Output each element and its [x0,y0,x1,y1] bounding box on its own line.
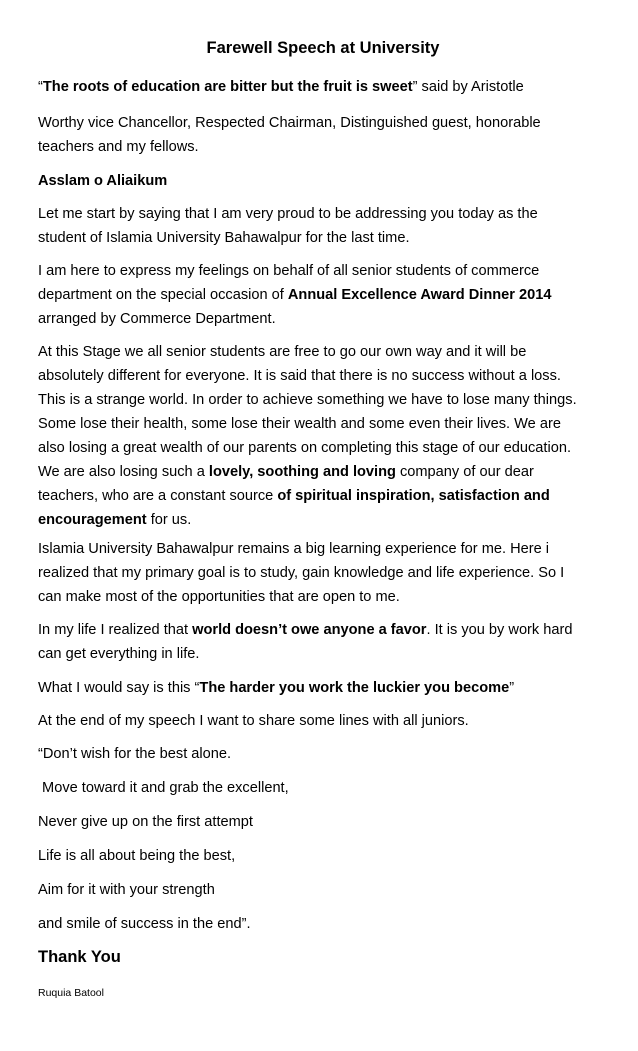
poem-line: Never give up on the first attempt [38,814,253,830]
paragraph-6: What I would say is this “The harder you work the luckier you become” [38,680,515,696]
paragraph-2: I am here to express my feelings on behalf of all senior students of commerce department on the special occasion of Annual Excellence Award Dinner 2014 arranged by Commerce Department. [38,263,552,327]
poem-line: Life is all about being the best, [38,848,236,864]
poem-line: and smile of success in the end”. [38,916,251,932]
greeting: Asslam o Aliaikum [38,173,168,189]
paragraph-3: At this Stage we all senior students are free to go our own way and it will be absolutely different for everyone. It is said that there is no success without a loss. This is a strange world. In order to achieve something we have to lose many things. Some lose their health, some lose their wealth and some even their lives. We are also losing a great wealth of our parents on completing this stage of our education. We are also losing such a lovely, soothing and loving company of our dear teachers, who are a constant source of spiritual inspiration, satisfaction and encouragement for us. [38,344,577,528]
closing-thanks: Thank You [38,948,121,966]
poem-line: Aim for it with your strength [38,882,215,898]
page-title: Farewell Speech at University [206,39,440,57]
quote-text: The roots of education are bitter but the fruit is sweet [42,79,413,95]
poem-line: Move toward it and grab the excellent, [38,780,289,796]
event-name: Annual Excellence Award Dinner 2014 [287,287,552,303]
paragraph-7: At the end of my speech I want to share some lines with all juniors. [38,713,469,729]
paragraph-5: In my life I realized that world doesn’t owe anyone a favor. It is you by work hard can get everything in life. [38,622,573,662]
paragraph-1: Let me start by saying that I am very proud to be addressing you today as the student of Islamia University Bahawalpur for the last time. [38,206,538,246]
salutation: Worthy vice Chancellor, Respected Chairman, Distinguished guest, honorable teachers and my fellows. [38,115,541,155]
paragraph-4: Islamia University Bahawalpur remains a big learning experience for me. Here i realized that my primary goal is to study, gain knowledge and life experience. So I can make most of the opportunities that are open to me. [38,541,565,605]
opening-quote: “The roots of education are bitter but the fruit is sweet” said by Aristotle [38,79,524,95]
poem-line: “Don’t wish for the best alone. [38,746,232,762]
author-signature: Ruquia Batool [38,987,104,999]
